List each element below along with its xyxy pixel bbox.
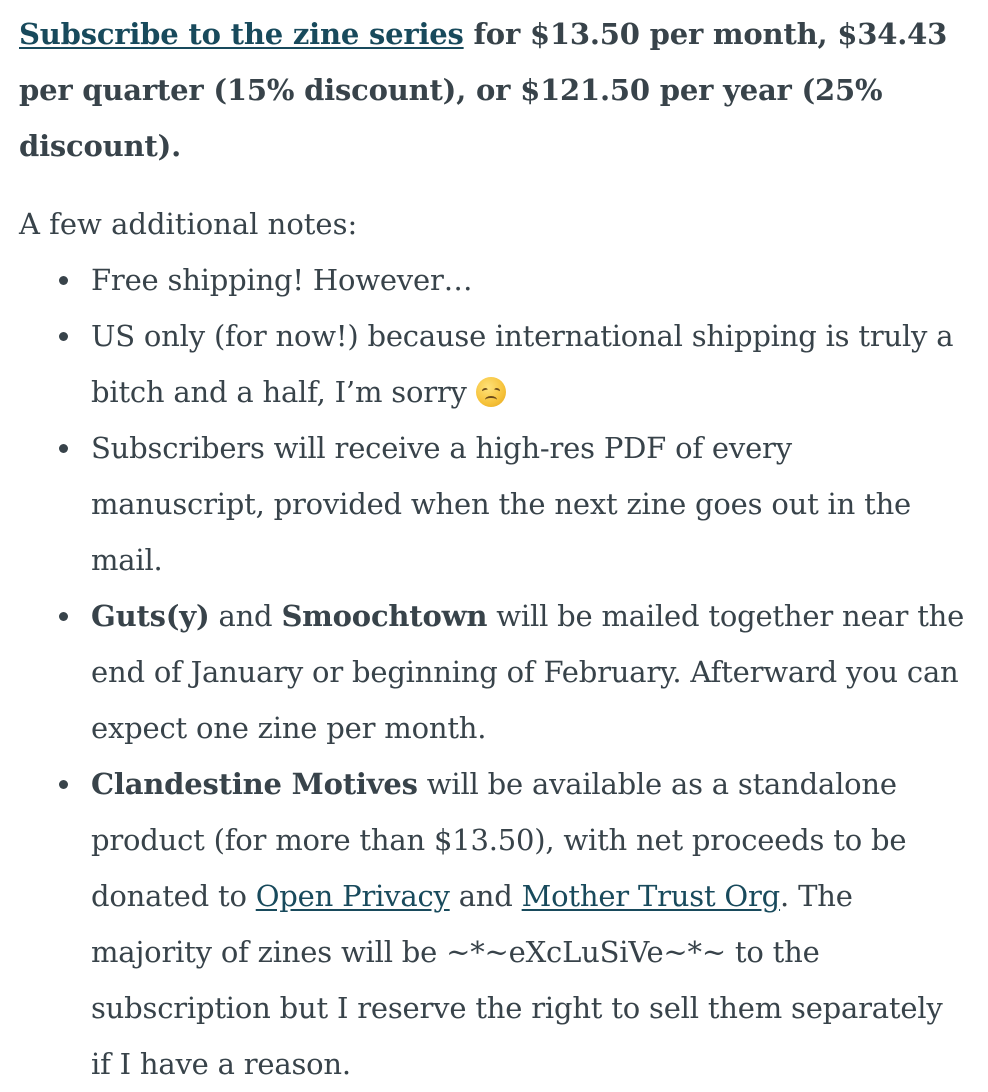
bullet-icon — [59, 332, 68, 341]
note-pdf: Subscribers will receive a high-res PDF of every manuscript, provided when the next zine goes out in the mail. — [91, 431, 912, 577]
note-text: will be mailed together near the end of January or beginning of February. Afterward you can expect one zine per month. — [91, 599, 965, 745]
note-text: and — [449, 879, 522, 913]
bullet-icon — [59, 276, 68, 285]
note-text: and — [209, 599, 282, 633]
note-text: will be available as a standalone product (for more than $13.50), with net proceeds to be donated to — [91, 767, 907, 913]
subscription-pricing: for $13.50 per month, $34.43 per quarter (15% discount), or $121.50 per year (25% discount). — [19, 17, 948, 163]
open-privacy-link[interactable]: Open Privacy — [255, 879, 450, 913]
note-free-shipping: Free shipping! However… — [91, 263, 473, 297]
list-item — [91, 252, 966, 308]
subscribe-link[interactable]: Subscribe to the zine series — [19, 17, 464, 51]
bullet-icon — [59, 780, 68, 789]
bullet-icon — [59, 612, 68, 621]
note-text: . The majority of zines will be ~*~eXcLuSiVe~*~ to the subscription but I reserve the right to sell them separately if I have a reason. — [91, 879, 943, 1081]
list-item — [91, 420, 966, 588]
zine-title-clandestine-motives: Clandestine Motives — [91, 767, 418, 801]
zine-title-gutsy: Guts(y) — [91, 599, 210, 633]
notes-heading: A few additional notes: — [19, 207, 358, 241]
subscription-intro — [19, 0, 966, 174]
notes-list — [19, 252, 966, 1092]
bullet-icon — [59, 444, 68, 453]
disappointed-face-icon — [476, 377, 506, 407]
list-item — [91, 756, 966, 1092]
mother-trust-org-link[interactable]: Mother Trust Org — [521, 879, 781, 913]
list-item — [91, 308, 966, 420]
zine-title-smoochtown: Smoochtown — [281, 599, 488, 633]
note-us-only: US only (for now!) because international shipping is truly a bitch and a half, I’m sorry — [91, 319, 954, 409]
list-item — [91, 588, 966, 756]
